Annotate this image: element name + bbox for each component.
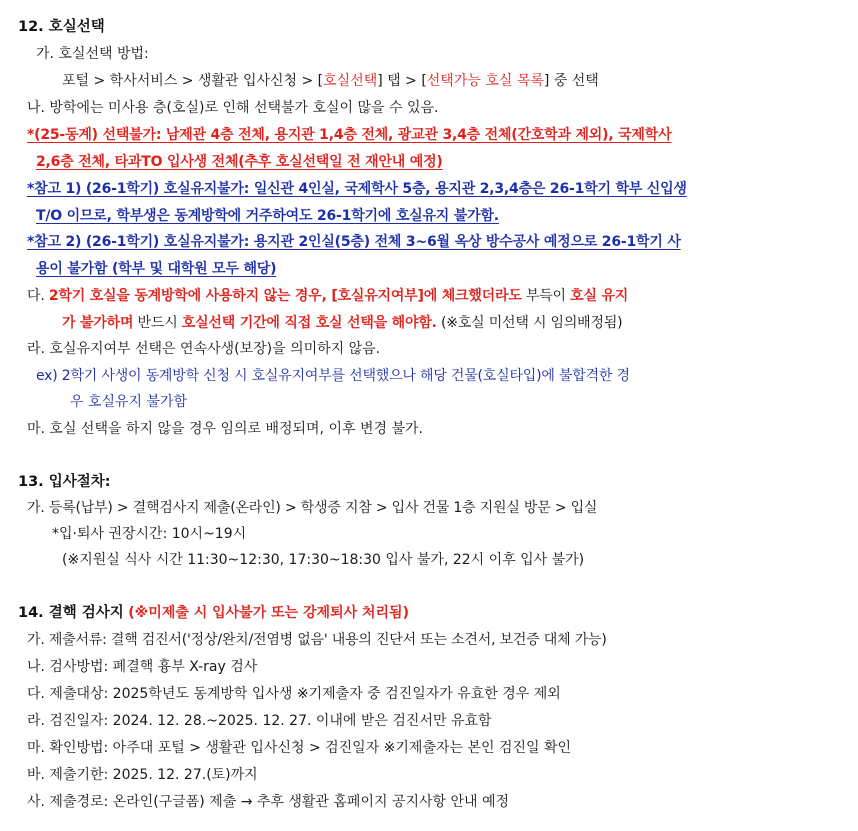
- section-14-title-red: (※미제출 시 입사불가 또는 강제퇴사 처리됨): [128, 605, 409, 621]
- s12-ex-line1: ex) 2학기 사생이 동계방학 신청 시 호실유지여부를 선택했으나 해당 건물(호실타입)에 불합격한 경: [36, 368, 630, 384]
- section-12-title: 12. 호실선택: [18, 19, 105, 35]
- s12-da-red1: 2학기 호실을 동계방학에 사용하지 않는 경우, [호실유지여부]에 체크했더라도: [48, 288, 522, 304]
- s12-path-prefix: 포털 > 학사서비스 > 생활관 입사신청 > [: [62, 73, 324, 89]
- s12-da-line2: [62, 313, 622, 333]
- s12-da-suffix: (※호실 미선택 시 임의배정됨): [436, 315, 623, 331]
- s14-item: 마. 확인방법: 아주대 포털 > 생활관 입사신청 > 검진일자 ※기제출자는 본인 검진일 확인: [27, 740, 572, 756]
- s14-item: 사. 제출경로: 온라인(구글폼) 제출 → 추후 생활관 홈페이지 공지사항 안내 예정: [27, 794, 510, 810]
- s12-ma: 마. 호실 선택을 하지 않을 경우 임의로 배정되며, 이후 변경 불가.: [27, 421, 423, 437]
- s12-da-line1: [27, 286, 628, 306]
- s12-notice-line1: *(25-동계) 선택불가: 남제관 4층 전체, 용지관 1,4층 전체, 광교관 3,4층 전체(간호학과 제외), 국제학사: [27, 127, 672, 143]
- s12-path-mid: ] 탭 > [: [377, 73, 427, 89]
- s12-ra: 라. 호실유지여부 선택은 연속사생(보장)을 의미하지 않음.: [27, 341, 381, 357]
- s12-da-mid2: 반드시: [133, 315, 182, 331]
- s13-note: (※지원실 식사 시간 11:30~12:30, 17:30~18:30 입사 불가, 22시 이후 입사 불가): [62, 552, 585, 568]
- section-13-title: 13. 입사절차:: [18, 474, 111, 490]
- s12-da-red2: 호실 유지: [570, 288, 629, 304]
- s12-path: [62, 71, 599, 91]
- s12-ref2-line1: *참고 2) (26-1학기) 호실유지불가: 용지관 2인실(5층) 전체 3~6월 옥상 방수공사 예정으로 26-1학기 사: [27, 234, 681, 250]
- s14-item: 라. 검진일자: 2024. 12. 28.~2025. 12. 27. 이내에 받은 검진서만 유효함: [27, 713, 492, 729]
- s12-da-red4: 호실선택 기간에 직접 호실 선택을 해야함.: [181, 315, 437, 331]
- s12-notice-line2: 2,6층 전체, 타과TO 입사생 전체(추후 호실선택일 전 재안내 예정): [36, 154, 443, 170]
- s14-item: 다. 제출대상: 2025학년도 동계방학 입사생 ※기제출자 중 검진일자가 유효한 경우 제외: [27, 686, 561, 702]
- section-14-title: 14. 결핵 검사지: [18, 605, 124, 621]
- s12-path-suffix: ] 중 선택: [543, 73, 599, 89]
- s12-path-tab2: 선택가능 호실 목록: [426, 73, 544, 89]
- s12-da-red3: 가 불가하며: [62, 315, 134, 331]
- s12-da-prefix: 다.: [27, 288, 49, 304]
- s12-da-mid1: 부득이: [521, 288, 571, 304]
- s12-path-tab1: 호실선택: [323, 73, 378, 89]
- s14-item: 나. 검사방법: 폐결핵 흉부 X-ray 검사: [27, 659, 258, 675]
- s12-ga-label: 가. 호실선택 방법:: [36, 46, 149, 62]
- s13-ga: 가. 등록(납부) > 결핵검사지 제출(온라인) > 학생증 지참 > 입사 건물 1층 지원실 방문 > 입실: [27, 500, 598, 516]
- s12-na: 나. 방학에는 미사용 층(호실)로 인해 선택불가 호실이 많을 수 있음.: [27, 100, 439, 116]
- s12-ref1-line2: T/O 이므로, 학부생은 동계방학에 거주하여도 26-1학기에 호실유지 불가함.: [36, 208, 499, 224]
- s12-ex-line2: 우 호실유지 불가함: [70, 394, 188, 410]
- s12-ref1-line1: *참고 1) (26-1학기) 호실유지불가: 일신관 4인실, 국제학사 5층, 용지관 2,3,4층은 26-1학기 학부 신입생: [27, 181, 687, 197]
- s14-item: 가. 제출서류: 결핵 검진서('정상/완치/전염병 없음' 내용의 진단서 또는 소견서, 보건증 대체 가능): [27, 632, 607, 648]
- section-14-title-line: [18, 603, 409, 623]
- s12-ref2-line2: 용이 불가함 (학부 및 대학원 모두 해당): [36, 261, 277, 277]
- s14-item: 바. 제출기한: 2025. 12. 27.(토)까지: [27, 767, 258, 783]
- s13-time: *입·퇴사 권장시간: 10시~19시: [52, 526, 247, 542]
